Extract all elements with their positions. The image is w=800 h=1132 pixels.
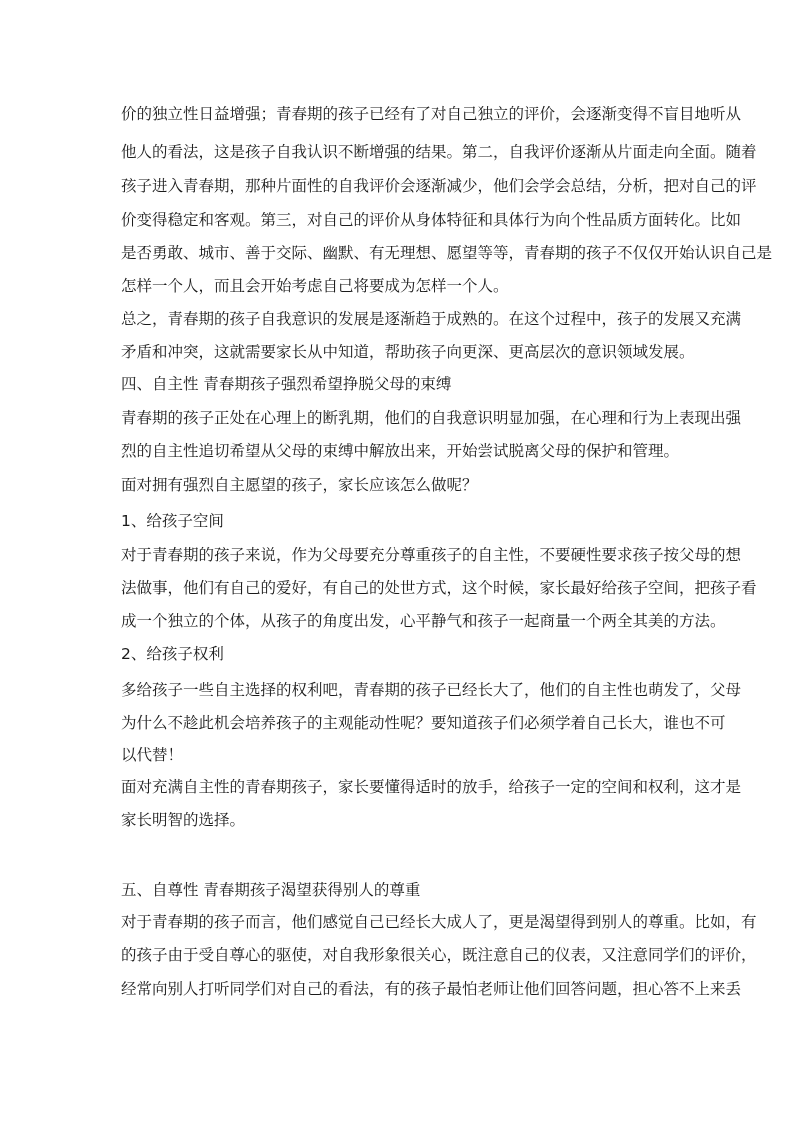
body-text-line: 成一个独立的个体，从孩子的角度出发，心平静气和孩子一起商量一个两全其美的方法。: [121, 612, 726, 630]
section-heading-self-esteem: 五、自尊性 青春期孩子渴望获得别人的尊重: [121, 881, 421, 899]
body-text-line: 烈的自主性追切希望从父母的束缚中解放出来，开始尝试脱离父母的保护和管理。: [121, 442, 680, 460]
body-text-line: 孩子进入青春期，那种片面性的自我评价会逐渐减少，他们会学会总结，分析，把对自己的评: [121, 177, 757, 195]
body-text-line: 多给孩子一些自主选择的权利吧，青春期的孩子已经长大了，他们的自主性也萌发了，父母: [121, 681, 742, 699]
body-text-line: 青春期的孩子正处在心理上的断乳期，他们的自我意识明显加强，在心理和行为上表现出强: [121, 409, 742, 427]
body-text-line: 是否勇敢、城市、善于交际、幽默、有无理想、愿望等等，青春期的孩子不仅仅开始认识自己是: [121, 244, 773, 262]
body-text-line: 怎样一个人，而且会开始考虑自己将要成为怎样一个人。: [121, 277, 509, 295]
question-line: 面对拥有强烈自主愿望的孩子，家长应该怎么做呢？: [121, 476, 478, 494]
body-text-line: 以代替！: [121, 746, 184, 764]
body-text-line: 他人的看法，这是孩子自我认识不断增强的结果。第二，自我评价逐渐从片面走向全面。随着: [121, 143, 757, 161]
body-text-line: 面对充满自主性的青春期孩子，家长要懂得适时的放手，给孩子一定的空间和权利，这才是: [121, 778, 742, 796]
body-text-line: 法做事，他们有自己的爱好，有自己的处世方式，这个时候，家长最好给孩子空间，把孩子看: [121, 579, 757, 597]
body-text-line: 对于青春期的孩子来说，作为父母要充分尊重孩子的自主性，不要硬性要求孩子按父母的想: [121, 546, 742, 564]
body-text-line: 家长明智的选择。: [121, 811, 246, 829]
body-text-line: 价的独立性日益增强；青春期的孩子已经有了对自己独立的评价，会逐渐变得不盲目地听从: [121, 105, 742, 123]
body-text-line: 对于青春期的孩子而言，他们感觉自己已经长大成人了，更是渴望得到别人的尊重。比如，有: [121, 913, 757, 931]
body-text-line: 矛盾和冲突，这就需要家长从中知道，帮助孩子向更深、更高层次的意识领域发展。: [121, 343, 695, 361]
body-text-line: 经常向别人打听同学们对自己的看法，有的孩子最怕老师让他们回答问题，担心答不上来丢: [121, 980, 742, 998]
subheading-give-rights: 2、给孩子权利: [121, 645, 224, 663]
body-text-line: 为什么不趁此机会培养孩子的主观能动性呢？要知道孩子们必须学着自己长大，谁也不可: [121, 714, 726, 732]
subheading-give-space: 1、给孩子空间: [121, 512, 224, 530]
body-text-line: 总之，青春期的孩子自我意识的发展是逐渐趋于成熟的。在这个过程中，孩子的发展又充满: [121, 310, 742, 328]
body-text-line: 的孩子由于受自尊心的驱使，对自我形象很关心，既注意自己的仪表，又注意同学们的评价，: [121, 946, 757, 964]
body-text-line: 价变得稳定和客观。第三，对自己的评价从身体特征和具体行为向个性品质方面转化。比如: [121, 211, 742, 229]
section-heading-autonomy: 四、自主性 青春期孩子强烈希望挣脱父母的束缚: [121, 375, 452, 393]
